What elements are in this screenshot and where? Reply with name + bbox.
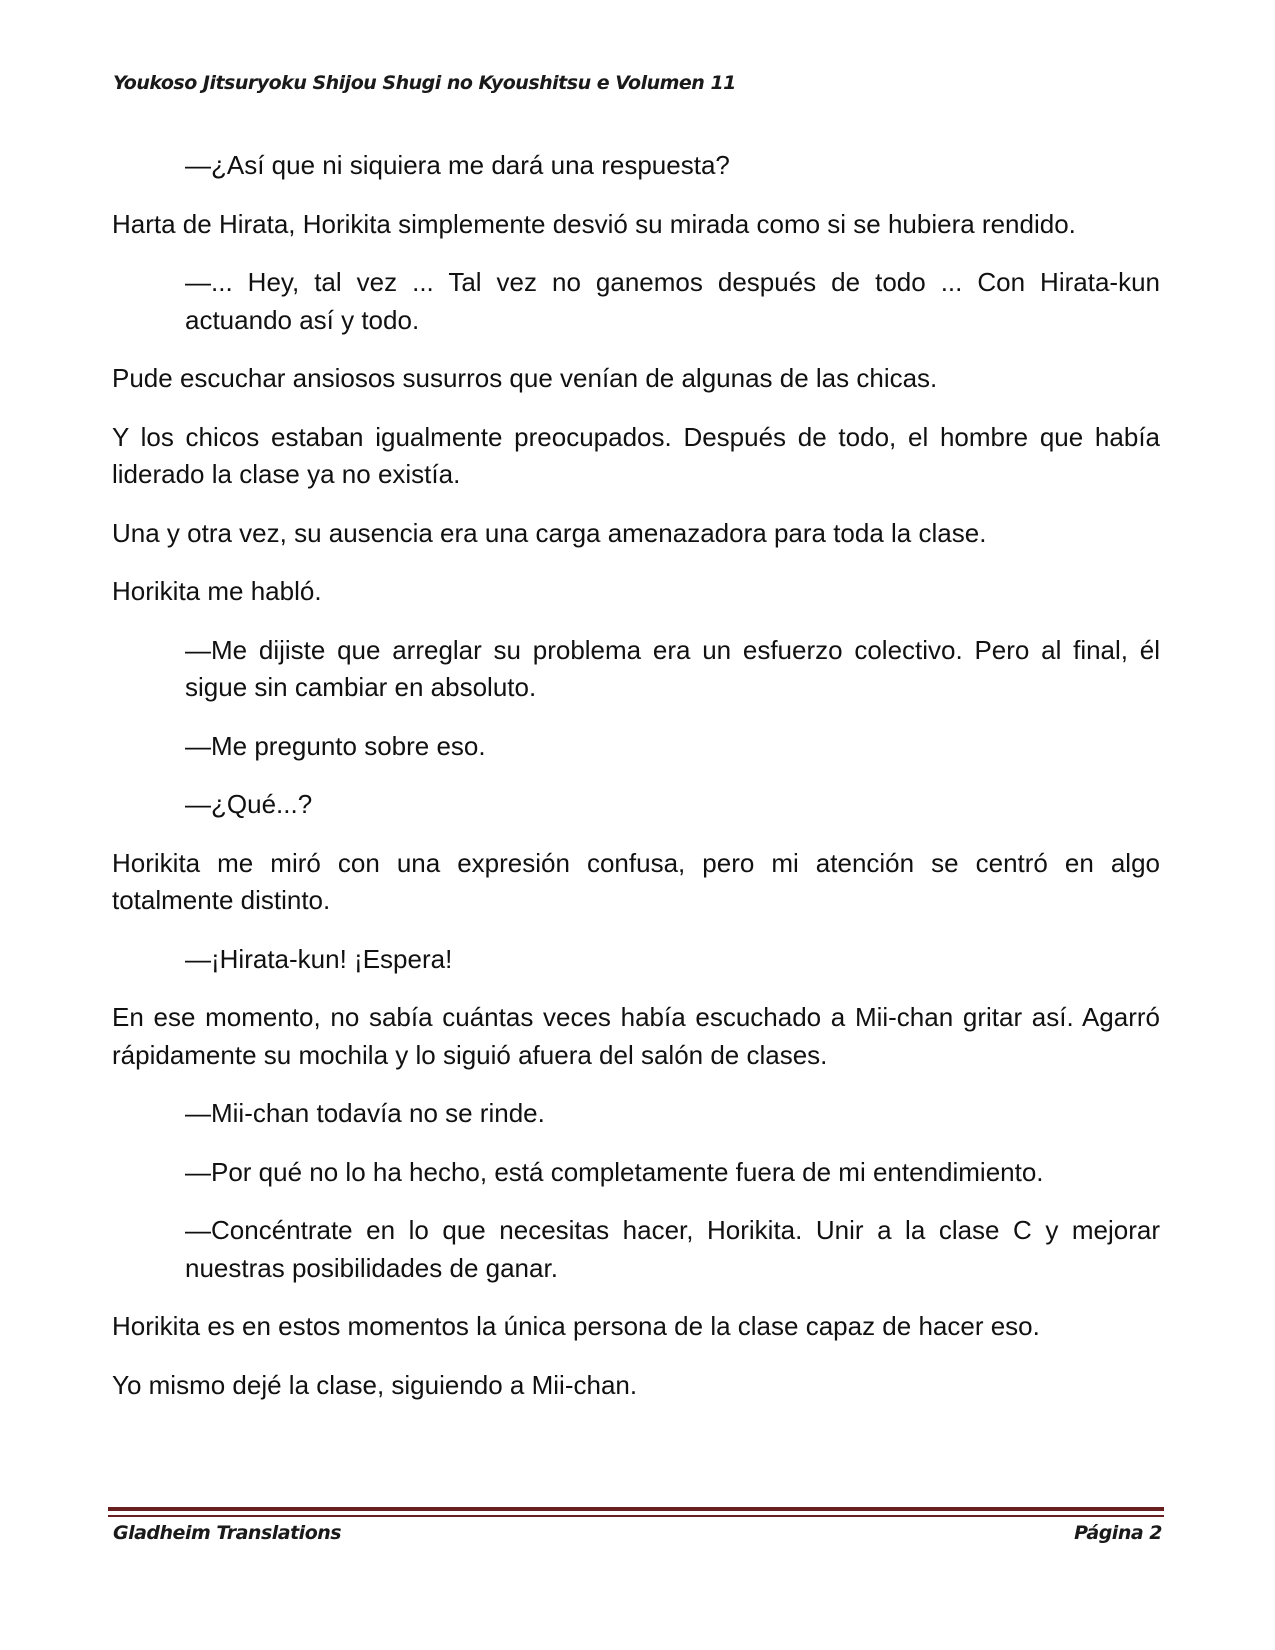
- dialog-line: —Me pregunto sobre eso.: [185, 730, 486, 761]
- narration-paragraph: Yo mismo dejé la clase, siguiendo a Mii-chan.: [112, 1369, 638, 1400]
- footer-rule: [108, 1507, 1164, 1514]
- dialog-line: —Mii-chan todavía no se rinde.: [185, 1098, 545, 1128]
- narration-paragraph: Harta de Hirata, Horikita simplemente desvió su mirada como si se hubiera rendido.: [112, 208, 1076, 239]
- narration-paragraph: Y los chicos estaban igualmente preocupados. Después de todo, el hombre que había liderado la clase ya no existía.: [112, 421, 1160, 489]
- narration-paragraph: Horikita me habló.: [112, 576, 322, 606]
- dialog-line: —Concéntrate en lo que necesitas hacer, Horikita. Unir a la clase C y mejorar nuestras posibilidades de ganar.: [185, 1215, 1160, 1283]
- narration-paragraph: Una y otra vez, su ausencia era una carga amenazadora para toda la clase.: [112, 517, 987, 548]
- narration-paragraph: Horikita es en estos momentos la única persona de la clase capaz de hacer eso.: [112, 1311, 1040, 1341]
- narration-paragraph: En ese momento, no sabía cuántas veces había escuchado a Mii-chan gritar así. Agarró rápidamente su mochila y lo siguió afuera del salón de clases.: [112, 1002, 1160, 1070]
- dialog-line: —¿Así que ni siquiera me dará una respuesta?: [185, 150, 730, 180]
- footer-rule-thin: [108, 1515, 1164, 1517]
- body-text: [112, 147, 1160, 1425]
- narration-paragraph: Horikita me miró con una expresión confusa, pero mi atención se centró en algo totalmente distinto.: [112, 847, 1160, 915]
- dialog-line: —... Hey, tal vez ... Tal vez no ganemos después de todo ... Con Hirata-kun actuando así y todo.: [185, 267, 1160, 335]
- running-header: Youkoso Jitsuryoku Shijou Shugi no Kyoushitsu e Volumen 11: [113, 72, 736, 94]
- narration-paragraph: Pude escuchar ansiosos susurros que venían de algunas de las chicas.: [112, 363, 938, 393]
- footer-credit: Gladheim Translations: [113, 1522, 342, 1544]
- page-number: Página 2: [1074, 1522, 1162, 1544]
- dialog-line: —Por qué no lo ha hecho, está completamente fuera de mi entendimiento.: [185, 1156, 1044, 1187]
- dialog-line: —¿Qué...?: [185, 789, 313, 819]
- dialog-line: —¡Hirata-kun! ¡Espera!: [185, 943, 453, 974]
- dialog-line: —Me dijiste que arreglar su problema era un esfuerzo colectivo. Pero al final, él sigue sin cambiar en absoluto.: [185, 634, 1160, 702]
